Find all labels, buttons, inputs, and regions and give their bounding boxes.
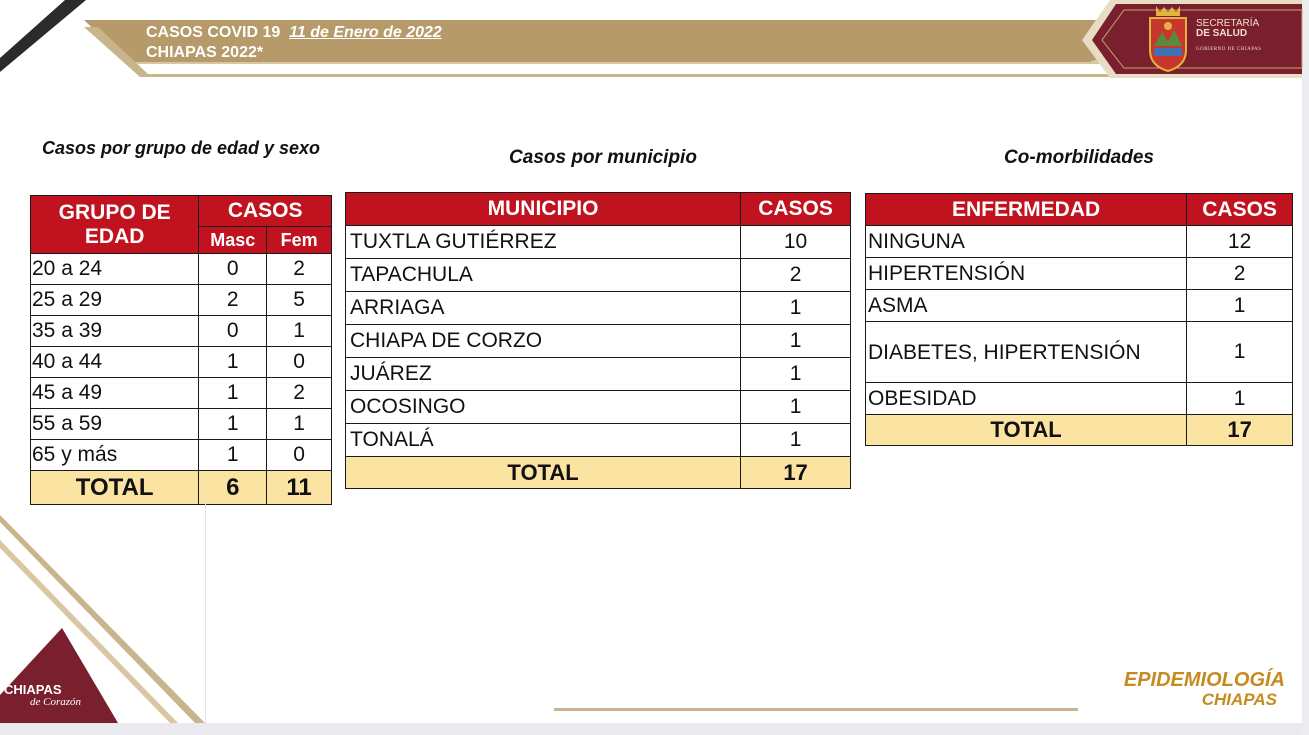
col-masc-header: Masc	[199, 227, 267, 254]
title-prefix: CASOS COVID 19	[146, 24, 281, 41]
epidemiologia-logo	[1080, 670, 1285, 710]
col-cases-header: CASOS	[1187, 194, 1293, 226]
table-row: TUXTLA GUTIÉRREZ 10	[346, 226, 851, 259]
table-row: 20 a 24 0 2	[31, 254, 332, 285]
table-row: TONALÁ 1	[346, 424, 851, 457]
table-row: TAPACHULA 2	[346, 259, 851, 292]
table-row: 40 a 44 1 0	[31, 347, 332, 378]
bottom-edge	[0, 723, 1309, 735]
table-row: HIPERTENSIÓN 2	[866, 258, 1293, 290]
table-row: 65 y más 1 0	[31, 440, 332, 471]
table-row: DIABETES, HIPERTENSIÓN 1	[866, 322, 1293, 383]
epi-line2: CHIAPAS	[1201, 690, 1277, 709]
table-row: JUÁREZ 1	[346, 358, 851, 391]
title-date: 11 de Enero de 2022	[289, 24, 442, 41]
table-row: ARRIAGA 1	[346, 292, 851, 325]
chiapas-de-corazon-logo	[4, 684, 81, 708]
age-sex-table	[30, 195, 332, 505]
comorb-table-title: Co-morbilidades	[1004, 147, 1154, 168]
table-row: 25 a 29 2 5	[31, 285, 332, 316]
total-row: TOTAL 6 11	[31, 471, 332, 505]
table-row: NINGUNA 12	[866, 226, 1293, 258]
table-row: 55 a 59 1 1	[31, 409, 332, 440]
logo-line1: SECRETARÍA	[1196, 18, 1260, 29]
state-coat-of-arms-icon	[1146, 6, 1190, 72]
right-edge	[1302, 0, 1309, 735]
chiapas-sub: de Corazón	[30, 696, 82, 708]
epi-line1: EPIDEMIOLOGÍA	[1123, 669, 1285, 691]
total-row: TOTAL 17	[866, 415, 1293, 446]
age-table-title: Casos por grupo de edad y sexo	[41, 138, 321, 158]
title-subtitle: CHIAPAS 2022*	[146, 44, 264, 61]
col-age-group-header: GRUPO DE EDAD	[31, 196, 199, 254]
comorbidities-table	[865, 193, 1293, 446]
table-row: 45 a 49 1 2	[31, 378, 332, 409]
col-cases-header: CASOS	[741, 193, 851, 226]
municipio-table	[345, 192, 851, 489]
table-row: 35 a 39 0 1	[31, 316, 332, 347]
table-row: ASMA 1	[866, 290, 1293, 322]
total-row: TOTAL 17	[346, 457, 851, 489]
col-cases-header: CASOS	[199, 196, 332, 227]
footer-rule	[554, 708, 1078, 711]
secretaria-logo	[1196, 19, 1261, 55]
page-title	[146, 23, 442, 63]
table-row: CHIAPA DE CORZO 1	[346, 325, 851, 358]
table-row: OCOSINGO 1	[346, 391, 851, 424]
municipio-table-title: Casos por municipio	[509, 147, 697, 168]
chiapas-brand: CHIAPAS	[4, 682, 62, 697]
table-row: OBESIDAD 1	[866, 383, 1293, 415]
logo-line3: GOBIERNO DE CHIAPAS	[1196, 47, 1262, 52]
col-fem-header: Fem	[267, 227, 332, 254]
col-municipio-header: MUNICIPIO	[346, 193, 741, 226]
logo-line2: DE SALUD	[1196, 28, 1248, 39]
col-enfermedad-header: ENFERMEDAD	[866, 194, 1187, 226]
